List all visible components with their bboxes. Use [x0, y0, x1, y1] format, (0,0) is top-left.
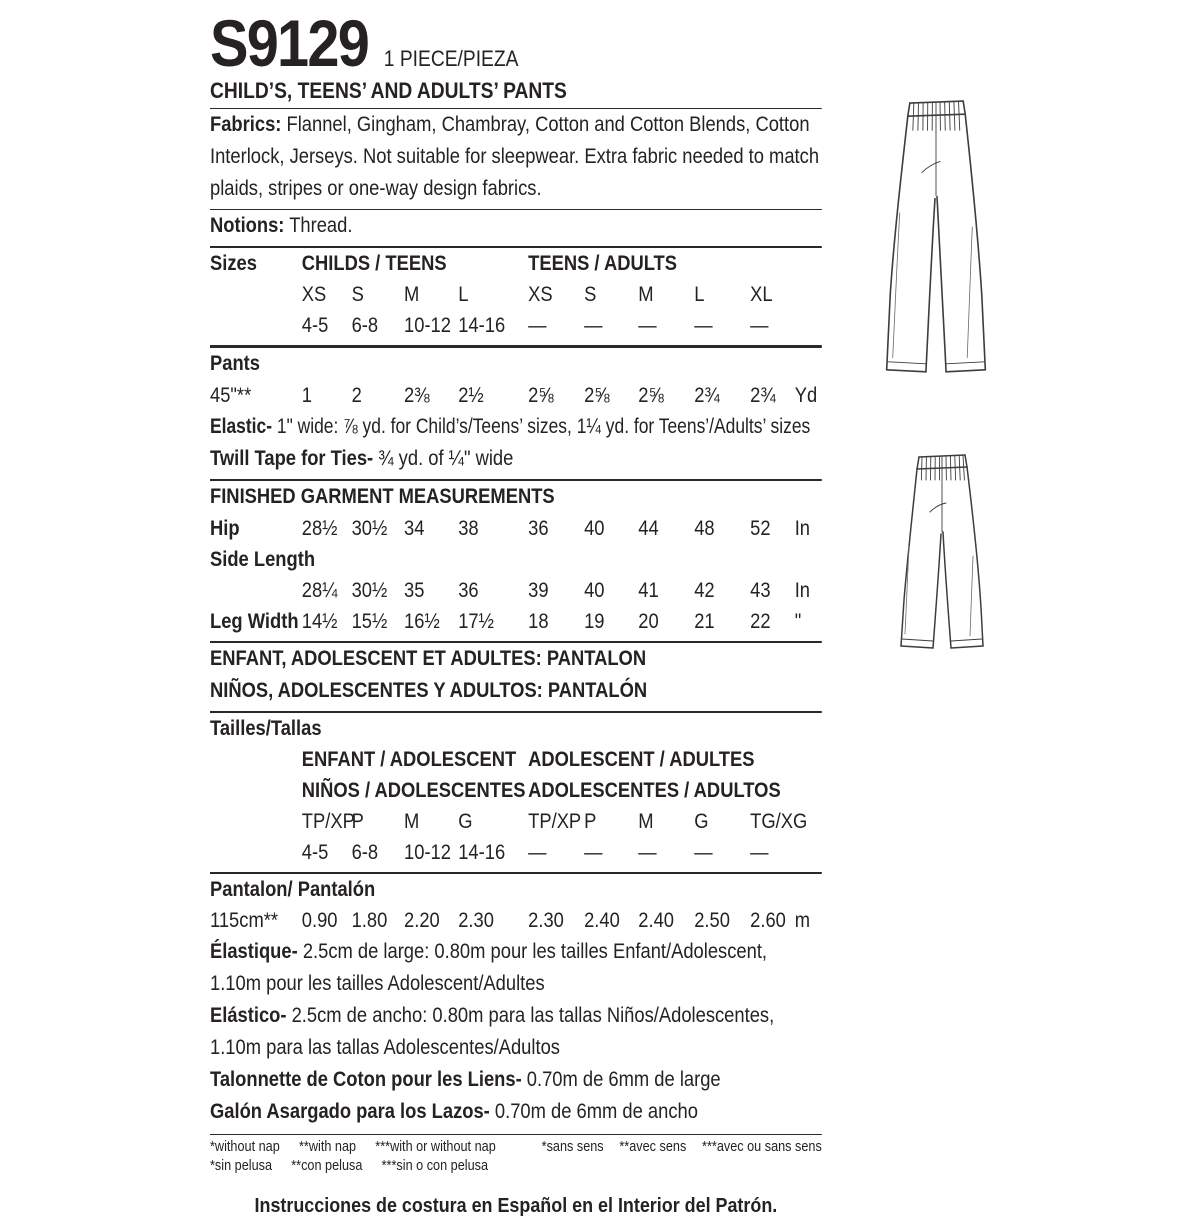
- finished-measurements-heading: FINISHED GARMENT MEASUREMENTS: [210, 485, 555, 508]
- intl-size-value-cell: —: [694, 841, 713, 864]
- elastique-line-1: [210, 936, 822, 968]
- pants-heading: Pants: [210, 352, 260, 375]
- leg-width-cell: 16½: [404, 610, 440, 633]
- size-label-cell: L: [694, 283, 705, 306]
- footnote: *without nap: [210, 1139, 280, 1155]
- intl-size-label-cell: G: [458, 810, 473, 833]
- leg-width-cell: 21: [694, 610, 715, 633]
- size-label-cell: M: [404, 283, 420, 306]
- metric-cell: 2.20: [404, 909, 440, 932]
- intl-group-right-es: ADOLESCENTES / ADULTOS: [528, 779, 781, 802]
- size-value-cell: —: [638, 314, 657, 337]
- talonnette-text: 0.70m de 6mm de large: [521, 1068, 721, 1091]
- intl-group-left-es: NIÑOS / ADOLESCENTES: [301, 779, 526, 802]
- yardage-cell: 2: [351, 384, 362, 407]
- side-length-cell: 30½: [351, 579, 388, 602]
- yardage-cell: 2⅝: [528, 384, 554, 407]
- intl-group-right-fr: ADOLESCENT / ADULTES: [528, 748, 755, 771]
- side-length-cell: 41: [638, 579, 659, 602]
- sizes-group-left: CHILDS / TEENS: [301, 252, 447, 275]
- leg-width-cell: 14½: [301, 610, 338, 633]
- header: [210, 6, 822, 80]
- intl-size-label-cell: M: [638, 810, 654, 833]
- intl-group-row-fr: [210, 744, 822, 775]
- footnote: *sans sens: [541, 1139, 604, 1155]
- intl-size-value-cell: —: [750, 841, 769, 864]
- elastico-label: Elástico-: [210, 1004, 287, 1027]
- fabrics-text-1: Flannel, Gingham, Chambray, Cotton and Cotton Blends, Cotton: [281, 113, 810, 136]
- metric-yardage-row: [210, 905, 822, 936]
- footnote: ***sin o con pelusa: [381, 1158, 489, 1174]
- intl-size-label-cell: TG/XG: [750, 810, 808, 833]
- side-length-row: [210, 575, 822, 606]
- metric-cell: 2.40: [638, 909, 674, 932]
- size-value-cell: 6-8: [351, 314, 379, 337]
- sizes-group-row: [210, 248, 822, 279]
- elastique-label: Élastique-: [210, 940, 298, 963]
- side-length-cell: 35: [404, 579, 425, 602]
- galon-text: 0.70m de 6mm de ancho: [489, 1100, 698, 1123]
- fabrics-line-2: Interlock, Jerseys. Not suitable for sleepwear. Extra fabric needed to match: [210, 145, 820, 168]
- intl-size-value-cell: 10-12: [404, 841, 451, 864]
- metric-unit: m: [794, 909, 811, 932]
- metric-width-label: 115cm**: [210, 909, 279, 932]
- intl-group-row-es: [210, 775, 822, 806]
- elastique-text-1: 2.5cm de large: 0.80m pour les tailles Enfant/Adolescent,: [297, 940, 768, 963]
- leg-width-row: [210, 606, 822, 637]
- content-column: [210, 6, 822, 1218]
- side-length-cell: 43: [750, 579, 771, 602]
- metric-cell: 2.60: [750, 909, 786, 932]
- intl-size-value-cell: 14-16: [458, 841, 506, 864]
- leg-width-cell: 15½: [351, 610, 388, 633]
- metric-cell: 2.40: [584, 909, 620, 932]
- page-title: CHILD’S, TEENS’ AND ADULTS’ PANTS: [210, 78, 567, 103]
- notions-text: Thread.: [284, 214, 353, 237]
- heading-spanish: NIÑOS, ADOLESCENTES Y ADULTOS: PANTALÓN: [210, 679, 648, 702]
- footnote: **avec sens: [619, 1139, 687, 1155]
- sizes-label: Sizes: [210, 252, 257, 275]
- hip-cell: 52: [750, 517, 771, 540]
- size-label-cell: M: [638, 283, 654, 306]
- sizes-label-row: [210, 279, 822, 310]
- intl-size-value-cell: —: [584, 841, 603, 864]
- size-label-cell: XS: [301, 283, 327, 306]
- intl-size-label-row: [210, 806, 822, 837]
- galon-label: Galón Asargado para los Lazos-: [210, 1100, 490, 1123]
- leg-width-unit: ": [794, 610, 802, 633]
- piece-count: 1 PIECE/PIEZA: [383, 46, 519, 71]
- leg-width-cell: 22: [750, 610, 771, 633]
- sizes-group-right: TEENS / ADULTS: [528, 252, 678, 275]
- tailles-tallas-label: Tailles/Tallas: [210, 717, 322, 740]
- side-length-cell: 28¼: [301, 579, 338, 602]
- intl-size-value-cell: 6-8: [351, 841, 379, 864]
- intl-size-value-row: [210, 837, 822, 868]
- intl-size-label-cell: P: [584, 810, 597, 833]
- size-value-cell: —: [750, 314, 769, 337]
- side-length-cell: 40: [584, 579, 605, 602]
- size-value-cell: —: [528, 314, 547, 337]
- yardage-width-label: 45"**: [210, 384, 252, 407]
- intl-size-label-cell: TP/XP: [528, 810, 582, 833]
- side-length-cell: 42: [694, 579, 715, 602]
- fabrics-line-3: plaids, stripes or one-way design fabrics.: [210, 177, 542, 200]
- yardage-cell: 2⅝: [584, 384, 610, 407]
- hip-cell: 36: [528, 517, 549, 540]
- side-length-cell: 36: [458, 579, 479, 602]
- metric-cell: 2.50: [694, 909, 730, 932]
- leg-width-cell: 18: [528, 610, 549, 633]
- yardage-cell: 2½: [458, 384, 484, 407]
- metric-cell: 1.80: [351, 909, 388, 932]
- intl-size-label-cell: TP/XP: [301, 810, 355, 833]
- size-value-cell: 4-5: [301, 314, 329, 337]
- size-value-cell: —: [584, 314, 603, 337]
- elastic-label: Elastic-: [210, 415, 273, 438]
- footnotes: [210, 1138, 822, 1176]
- leg-width-cell: 19: [584, 610, 605, 633]
- yardage-unit: Yd: [794, 384, 818, 407]
- pattern-number: S9129: [210, 6, 369, 80]
- hip-label: Hip: [210, 517, 240, 540]
- side-length-label: Side Length: [210, 548, 316, 571]
- talonnette-label: Talonnette de Coton pour les Liens-: [210, 1068, 522, 1091]
- size-label-cell: S: [584, 283, 597, 306]
- footnote: **with nap: [298, 1139, 357, 1155]
- fabrics-line-1: [210, 109, 822, 141]
- divider: [210, 1134, 822, 1135]
- yardage-cell: 1: [301, 384, 312, 407]
- elastique-line-2: 1.10m pour les tailles Adolescent/Adultes: [210, 972, 545, 995]
- yardage-cell: 2¾: [694, 384, 720, 407]
- footnote: ***avec ou sans sens: [702, 1139, 822, 1155]
- footnote-nap-row: [210, 1138, 496, 1157]
- leg-width-cell: 20: [638, 610, 659, 633]
- footnote: *sin pelusa: [210, 1158, 272, 1174]
- footnote: **con pelusa: [291, 1158, 363, 1174]
- yardage-row: [210, 380, 822, 411]
- size-label-cell: L: [458, 283, 469, 306]
- elastico-line-2: 1.10m para las tallas Adolescentes/Adultos: [210, 1036, 560, 1059]
- pants-front-long-drawing: [876, 94, 996, 394]
- hip-cell: 48: [694, 517, 715, 540]
- size-value-cell: —: [694, 314, 713, 337]
- intl-size-label-cell: G: [694, 810, 709, 833]
- yardage-cell: 2¾: [750, 384, 776, 407]
- heading-french: ENFANT, ADOLESCENT ET ADULTES: PANTALON: [210, 647, 647, 670]
- sizes-value-row: [210, 310, 822, 341]
- footnotes-left: [210, 1138, 496, 1176]
- size-value-cell: 10-12: [404, 314, 451, 337]
- twill-tape-label: Twill Tape for Ties-: [210, 447, 374, 470]
- size-value-cell: 14-16: [458, 314, 506, 337]
- intl-size-label-cell: P: [351, 810, 364, 833]
- metric-cell: 0.90: [301, 909, 338, 932]
- leg-width-label: Leg Width: [210, 610, 299, 633]
- pants-long-illustration: [876, 94, 996, 394]
- size-label-cell: S: [351, 283, 364, 306]
- metric-cell: 2.30: [458, 909, 494, 932]
- elastico-line-1: [210, 1000, 822, 1032]
- footnote-sens-row: [542, 1138, 822, 1157]
- twill-tape-line: [210, 443, 822, 475]
- pants-short-illustration: [890, 448, 992, 664]
- hip-cell: 30½: [351, 517, 388, 540]
- hip-cell: 34: [404, 517, 425, 540]
- hip-unit: In: [794, 517, 811, 540]
- hip-cell: 38: [458, 517, 479, 540]
- elastic-line: [210, 411, 810, 443]
- metric-cell: 2.30: [528, 909, 564, 932]
- hip-cell: 28½: [301, 517, 338, 540]
- talonnette-line: [210, 1064, 822, 1096]
- notions-line: [210, 210, 822, 242]
- elastic-text: 1" wide: ⅞ yd. for Child’s/Teens’ sizes, 1¼ yd. for Teens’/Adults’ sizes: [272, 415, 811, 438]
- hip-cell: 44: [638, 517, 659, 540]
- intl-size-value-cell: —: [638, 841, 657, 864]
- footnote-pelusa-row: [210, 1157, 496, 1176]
- pants-front-short-drawing: [890, 448, 992, 664]
- intl-size-value-cell: —: [528, 841, 547, 864]
- pantalon-heading: Pantalon/ Pantalón: [210, 878, 376, 901]
- spanish-instructions-note: Instrucciones de costura en Español en el Interior del Patrón.: [254, 1194, 778, 1217]
- side-length-cell: 39: [528, 579, 549, 602]
- fabrics-label: Fabrics:: [210, 113, 282, 136]
- twill-tape-text: ¾ yd. of ¼" wide: [373, 447, 514, 470]
- galon-line: [210, 1096, 822, 1128]
- side-length-unit: In: [794, 579, 811, 602]
- intl-size-value-cell: 4-5: [301, 841, 329, 864]
- yardage-cell: 2⅝: [638, 384, 664, 407]
- footnote: ***with or without nap: [375, 1139, 496, 1155]
- size-label-cell: XL: [750, 283, 773, 306]
- leg-width-cell: 17½: [458, 610, 494, 633]
- intl-group-left-fr: ENFANT / ADOLESCENT: [301, 748, 517, 771]
- elastico-text-1: 2.5cm de ancho: 0.80m para las tallas Niños/Adolescentes,: [286, 1004, 775, 1027]
- size-label-cell: XS: [528, 283, 553, 306]
- yardage-cell: 2⅜: [404, 384, 430, 407]
- hip-cell: 40: [584, 517, 605, 540]
- notions-label: Notions:: [210, 214, 285, 237]
- intl-size-label-cell: M: [404, 810, 420, 833]
- hip-row: [210, 513, 822, 544]
